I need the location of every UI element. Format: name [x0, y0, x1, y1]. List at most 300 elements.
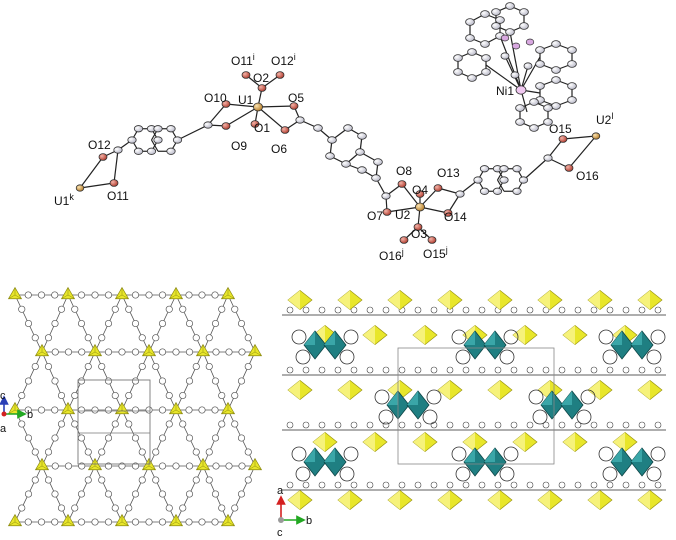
uranium-trimer	[222, 403, 235, 414]
ligand-ring	[543, 482, 549, 488]
phenyl-ring	[599, 330, 613, 344]
ligand-ring	[495, 482, 501, 488]
uranium-polyhedron	[638, 490, 662, 509]
uranium-trimer	[9, 515, 22, 526]
uranium-trimer	[249, 459, 262, 470]
axis-label-a-right: a	[277, 485, 284, 497]
link-ring	[112, 421, 118, 427]
label-o12: O12	[88, 138, 111, 152]
uranium-polyhedron	[588, 380, 612, 399]
ligand-ring	[351, 367, 357, 373]
ligand-link	[42, 349, 95, 355]
ligand-ring	[319, 307, 325, 313]
polyhedron-highlight	[488, 290, 500, 309]
link-ring	[52, 407, 58, 413]
asymmetric-unit-structure	[54, 3, 613, 263]
link-ring	[139, 449, 145, 455]
ligand-ring	[383, 482, 389, 488]
label-o16: O16	[576, 169, 599, 183]
ligand-link	[176, 295, 203, 352]
phenyl-ring	[647, 350, 661, 364]
ligand-ring	[447, 482, 453, 488]
ligand-link	[122, 466, 149, 522]
uranium-polyhedron	[488, 490, 512, 509]
link-ring	[186, 463, 192, 469]
phenyl-ring	[340, 467, 354, 481]
carbon-atom	[468, 75, 477, 82]
ligand-link	[176, 466, 203, 522]
nitrogen-atom	[501, 35, 509, 41]
phenyl-ring	[456, 350, 470, 364]
ligand-layer	[282, 307, 666, 315]
carbon-atom	[513, 166, 521, 172]
link-ring	[85, 477, 91, 483]
link-ring	[193, 477, 199, 483]
uranium-trimer	[89, 345, 102, 356]
ligand-link	[68, 410, 95, 466]
ligand-ring	[303, 307, 309, 313]
carbon-atom	[481, 11, 490, 18]
link-ring	[25, 519, 31, 525]
nickel-octahedron	[529, 390, 595, 424]
polyhedron-highlight	[513, 432, 525, 451]
polyhedron-highlight	[538, 290, 550, 309]
link-ring	[180, 421, 186, 427]
uranium-polyhedron	[288, 290, 312, 309]
link-ring	[126, 306, 132, 312]
link-ring	[105, 349, 111, 355]
carbon-atom	[568, 47, 577, 54]
link-ring	[166, 392, 172, 398]
ligand-link	[15, 295, 42, 352]
uranium-polyhedron	[438, 380, 462, 399]
bond	[524, 158, 549, 180]
link-ring	[245, 335, 251, 341]
ligand-ring	[335, 307, 341, 313]
ligand-ring	[639, 367, 645, 373]
nickel-complex-cations	[292, 330, 665, 481]
link-ring	[199, 292, 205, 298]
carbon-atom	[374, 159, 383, 166]
link-ring	[146, 407, 152, 413]
ligand-link	[68, 352, 95, 410]
phenyl-ring	[344, 447, 358, 461]
phenyl-ring	[375, 390, 389, 404]
ligand-link	[68, 292, 122, 298]
ligand-link	[122, 352, 149, 410]
bond	[563, 136, 596, 139]
uranium-polyhedron	[538, 290, 562, 309]
label-o4: O4	[412, 183, 429, 197]
phenyl-ring	[599, 447, 613, 461]
carbon-atom	[536, 61, 545, 68]
link-ring	[180, 392, 186, 398]
ligand-ring	[607, 307, 613, 313]
link-ring	[99, 477, 105, 483]
link-ring	[19, 505, 25, 511]
oxygen-atom	[110, 180, 118, 187]
ligand-ring	[319, 367, 325, 373]
ligand-ring	[303, 482, 309, 488]
link-ring	[52, 292, 58, 298]
carbon-atom	[536, 47, 545, 54]
uranium-trimer	[36, 459, 49, 470]
link-ring	[199, 407, 205, 413]
link-ring	[186, 349, 192, 355]
uranium-polyhedron	[488, 380, 512, 399]
link-ring	[105, 491, 111, 497]
carbon-atom	[466, 35, 475, 42]
ligand-ring	[575, 367, 581, 373]
link-ring	[245, 363, 251, 369]
carbon-atom	[454, 55, 463, 62]
ligand-ring	[495, 422, 501, 428]
carbon-atom	[482, 69, 491, 76]
ligand-link	[122, 519, 176, 525]
polyhedron-highlight	[613, 432, 625, 451]
ligand-ring	[335, 482, 341, 488]
ligand-links	[15, 292, 255, 525]
polyhedron-highlight	[288, 490, 300, 509]
ligand-link	[228, 295, 255, 352]
ligand-ring	[287, 482, 293, 488]
link-ring	[159, 292, 165, 298]
link-ring	[213, 463, 219, 469]
carbon-atom	[468, 49, 477, 56]
link-ring	[193, 335, 199, 341]
phenyl-ring	[340, 350, 354, 364]
carbon-atom	[204, 122, 212, 128]
link-ring	[232, 306, 238, 312]
uranium-polyhedron	[638, 290, 662, 309]
phenyl-ring	[452, 447, 466, 461]
framework-c-axis-view	[0, 288, 262, 526]
ligand-ring	[399, 482, 405, 488]
axis-label-b: b	[27, 409, 34, 421]
ligand-ring	[479, 422, 485, 428]
carbon-atom	[520, 9, 529, 16]
link-ring	[239, 349, 245, 355]
ligand-link	[149, 295, 176, 352]
ligand-link	[95, 295, 122, 352]
ligand-link	[149, 466, 176, 522]
polyhedron-highlight	[438, 490, 450, 509]
link-ring	[159, 349, 165, 355]
ligand-ring	[351, 422, 357, 428]
ligand-ring	[351, 482, 357, 488]
uranium-trimer	[116, 288, 129, 299]
carbon-atom	[544, 155, 552, 161]
uranium-trimer	[62, 288, 75, 299]
link-ring	[232, 505, 238, 511]
link-ring	[52, 463, 58, 469]
link-ring	[206, 449, 212, 455]
ligand-link	[42, 352, 68, 410]
ligand-link	[15, 352, 42, 410]
link-ring	[38, 519, 44, 525]
ligand-ring	[511, 482, 517, 488]
link-ring	[193, 363, 199, 369]
ligand-ring	[607, 367, 613, 373]
ligand-layer	[282, 482, 666, 490]
link-ring	[132, 320, 138, 326]
ligand-link	[203, 352, 228, 410]
link-ring	[212, 491, 218, 497]
polyhedron-highlight	[588, 490, 600, 509]
label-o7: O7	[367, 209, 384, 223]
ligand-ring	[463, 482, 469, 488]
carbon-atom	[500, 166, 508, 172]
ligand-ring	[367, 422, 373, 428]
uranium-polyhedron	[413, 325, 437, 344]
polyhedron-highlight	[488, 490, 500, 509]
link-ring	[65, 349, 71, 355]
link-ring	[78, 519, 84, 525]
ligand-ring	[655, 482, 661, 488]
phenyl-ring	[603, 350, 617, 364]
phenyl-ring	[500, 467, 514, 481]
ligand-ring	[415, 422, 421, 428]
ligand-link	[15, 407, 68, 413]
ligand-link	[228, 410, 255, 466]
link-ring	[52, 349, 58, 355]
link-ring	[92, 407, 98, 413]
link-ring	[166, 505, 172, 511]
oxygen-atom	[281, 127, 289, 134]
link-ring	[132, 519, 138, 525]
polyhedron-highlight	[388, 290, 400, 309]
polyhedron-highlight	[363, 325, 375, 344]
ligand-ring	[383, 307, 389, 313]
link-ring	[212, 292, 218, 298]
carbon-atom	[480, 188, 488, 194]
ligand-link	[42, 295, 68, 352]
uranium-polyhedron	[388, 490, 412, 509]
ligand-link	[42, 466, 68, 522]
ligand-ring	[527, 482, 533, 488]
polyhedron-highlight	[463, 432, 475, 451]
carbon-atom	[480, 166, 488, 172]
phenyl-ring	[533, 410, 547, 424]
uranium-polyhedron	[338, 380, 362, 399]
phenyl-ring	[529, 390, 543, 404]
ligand-link	[68, 519, 122, 525]
carbon-atom	[147, 148, 155, 154]
oxygen-atom	[383, 209, 391, 216]
link-ring	[78, 378, 84, 384]
polyhedron-highlight	[438, 290, 450, 309]
carbon-atom	[314, 125, 323, 132]
polyhedron-highlight	[638, 380, 650, 399]
link-ring	[52, 491, 58, 497]
ligand-link	[203, 295, 228, 352]
ligand-ring	[591, 422, 597, 428]
ligand-link	[68, 466, 95, 522]
ligand-link	[122, 410, 149, 466]
phenyl-ring	[504, 447, 518, 461]
bond	[178, 125, 209, 140]
carbon-atom	[492, 9, 501, 16]
uranium-polyhedron	[363, 325, 387, 344]
carbon-atom	[134, 126, 142, 132]
phenyl-ring	[651, 330, 665, 344]
uranium-polyhedron	[363, 432, 387, 451]
label-o8: O8	[396, 164, 413, 178]
label-o5: O5	[288, 91, 305, 105]
ligand-ring	[431, 307, 437, 313]
ligand-ring	[511, 367, 517, 373]
phenyl-ring	[427, 390, 441, 404]
link-ring	[112, 392, 118, 398]
bond	[510, 32, 521, 90]
ligand-ring	[463, 422, 469, 428]
ligand-ring	[383, 422, 389, 428]
link-ring	[232, 421, 238, 427]
carbon-atom	[520, 23, 529, 30]
ligand-ring	[383, 367, 389, 373]
ligand-ring	[607, 422, 613, 428]
uranium-atom	[76, 185, 84, 191]
carbon-atom	[552, 103, 561, 110]
link-ring	[19, 421, 25, 427]
ligand-ring	[575, 307, 581, 313]
polyhedron-highlight	[338, 490, 350, 509]
carbon-atom	[328, 137, 337, 144]
label-u1k: U1$^k$	[54, 192, 74, 208]
phenyl-ring	[577, 410, 591, 424]
carbon-atom	[342, 161, 351, 168]
link-ring	[132, 435, 138, 441]
uranium-polyhedra	[288, 290, 662, 509]
nitrogen-atom	[512, 43, 520, 49]
link-ring	[119, 349, 125, 355]
ligand-ring	[367, 307, 373, 313]
link-ring	[45, 335, 51, 341]
ligand-ring	[623, 367, 629, 373]
polyhedron-highlight	[388, 490, 400, 509]
carbon-atom	[500, 177, 508, 183]
phenyl-ring	[500, 350, 514, 364]
ligand-ring	[591, 367, 597, 373]
carbon-atom	[536, 83, 545, 90]
label-o16j: O16$^j$	[379, 247, 404, 263]
ligand-ring	[415, 367, 421, 373]
link-ring	[58, 306, 64, 312]
ligand-ring	[287, 422, 293, 428]
link-ring	[72, 421, 78, 427]
label-o3: O3	[411, 227, 428, 241]
polyhedron-highlight	[338, 380, 350, 399]
polyhedron-highlight	[538, 490, 550, 509]
uranium-trimer	[222, 288, 235, 299]
link-ring	[212, 519, 218, 525]
nickel-octahedron	[599, 447, 665, 481]
label-ni1: Ni1	[496, 84, 515, 98]
ligand-link	[203, 410, 228, 466]
ligand-link	[228, 352, 255, 410]
polyhedron-highlight	[563, 325, 575, 344]
oxygen-atom	[258, 85, 266, 92]
uranium-polyhedron	[288, 490, 312, 509]
phenyl-ring	[344, 330, 358, 344]
ligand-ring	[287, 307, 293, 313]
ligand-link	[149, 410, 176, 466]
link-ring	[232, 392, 238, 398]
ligand-ring	[639, 422, 645, 428]
carbon-atom	[173, 137, 181, 143]
link-ring	[72, 306, 78, 312]
ligand-ring	[447, 367, 453, 373]
link-ring	[153, 477, 159, 483]
uranium-polyhedron	[563, 325, 587, 344]
uranium-trimer	[197, 459, 210, 470]
label-o9: O9	[231, 139, 248, 153]
link-ring	[19, 306, 25, 312]
ligand-link	[95, 410, 122, 466]
link-ring	[219, 392, 225, 398]
link-ring	[45, 363, 51, 369]
ligand-ring	[559, 482, 565, 488]
uranium-atom	[592, 133, 600, 139]
link-ring	[186, 407, 192, 413]
ligand-link	[122, 292, 176, 298]
phenyl-ring	[452, 330, 466, 344]
uranium-trimer	[222, 515, 235, 526]
link-ring	[186, 320, 192, 326]
carbon-atom	[382, 193, 390, 199]
axis-triad-right	[277, 485, 312, 539]
link-ring	[173, 349, 179, 355]
phenyl-ring	[603, 467, 617, 481]
ligand-ring	[463, 367, 469, 373]
uranium-trimer	[9, 288, 22, 299]
carbon-atom	[356, 149, 365, 156]
ligand-ring	[303, 422, 309, 428]
ligand-link	[95, 349, 149, 355]
bond	[569, 136, 596, 168]
uranium-atom	[253, 103, 262, 111]
link-ring	[166, 306, 172, 312]
link-ring	[105, 435, 111, 441]
label-u1: U1	[238, 93, 254, 107]
polyhedron-highlight	[638, 490, 650, 509]
label-o2: O2	[253, 71, 270, 85]
link-ring	[186, 519, 192, 525]
ligand-link	[176, 519, 228, 525]
ligand-ring	[319, 482, 325, 488]
ligand-link	[68, 407, 122, 413]
ligand-ring	[591, 482, 597, 488]
link-ring	[159, 407, 165, 413]
link-ring	[226, 463, 232, 469]
link-ring	[206, 477, 212, 483]
link-ring	[219, 421, 225, 427]
ligand-ring	[463, 307, 469, 313]
label-o10: O10	[204, 91, 227, 105]
link-ring	[212, 320, 218, 326]
link-ring	[72, 392, 78, 398]
label-o6: O6	[271, 142, 288, 156]
ligand-ring	[623, 422, 629, 428]
ligand-ring	[511, 307, 517, 313]
ligand-link	[95, 466, 122, 522]
link-ring	[132, 407, 138, 413]
link-ring	[139, 477, 145, 483]
ligand-ring	[527, 367, 533, 373]
link-ring	[78, 292, 84, 298]
ligand-ring	[303, 367, 309, 373]
ligand-ring	[607, 482, 613, 488]
